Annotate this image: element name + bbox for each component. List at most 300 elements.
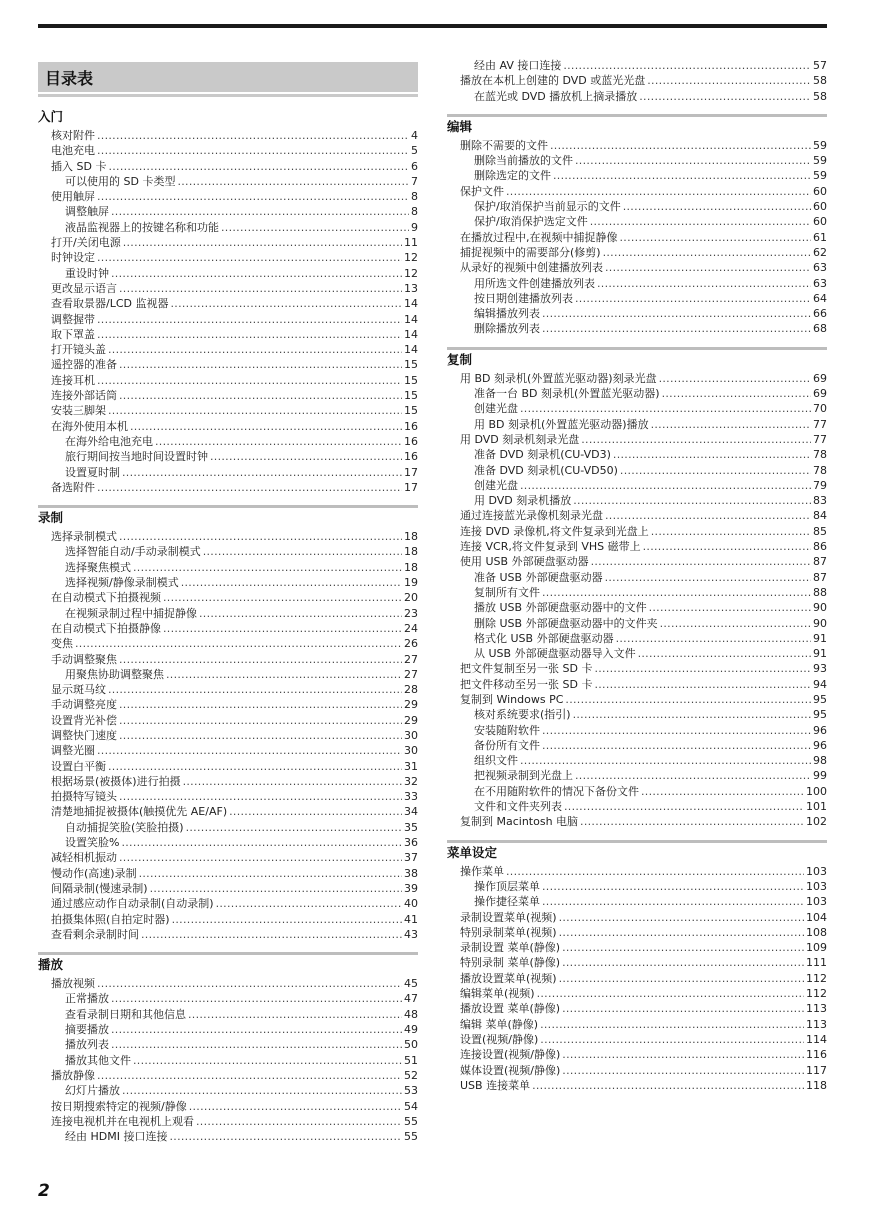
toc-entry-title: 操作顶层菜单 [474, 879, 540, 893]
toc-entry-title: 手动调整亮度 [51, 698, 117, 712]
toc-entry[interactable] [447, 631, 827, 646]
toc-entry-page: 102 [806, 815, 827, 829]
toc-entry[interactable] [38, 1114, 418, 1129]
dot-leader [150, 881, 402, 896]
toc-entry[interactable] [38, 850, 418, 865]
toc-entry[interactable] [38, 820, 418, 835]
toc-entry[interactable] [38, 529, 418, 544]
toc-entry-title: 播放设置 菜单(静像) [460, 1002, 561, 1016]
toc-entry-page: 13 [404, 281, 418, 295]
toc-entry[interactable] [447, 306, 827, 321]
toc-entry-title: 删除不需要的文件 [460, 138, 548, 152]
dot-leader [141, 927, 402, 942]
toc-entry[interactable] [447, 447, 827, 462]
toc-entry[interactable] [447, 539, 827, 554]
toc-entry[interactable] [38, 189, 418, 204]
toc-entry[interactable] [38, 590, 418, 605]
toc-entry[interactable] [38, 1022, 418, 1037]
toc-entry-title: 用 DVD 刻录机播放 [474, 494, 572, 508]
toc-entry[interactable] [38, 480, 418, 495]
toc-entry-page: 55 [404, 1130, 418, 1144]
toc-entry[interactable] [447, 321, 827, 336]
toc-entry-title: 通过感应动作自动录制(自动录制) [51, 897, 214, 911]
dot-leader [620, 230, 812, 245]
toc-entry[interactable] [38, 1083, 418, 1098]
toc-entry[interactable] [38, 312, 418, 327]
toc-entry-page: 63 [813, 261, 827, 275]
toc-entry-page: 96 [813, 723, 827, 737]
dot-leader [641, 784, 804, 799]
toc-entry[interactable] [38, 327, 418, 342]
dot-leader [559, 910, 804, 925]
toc-entry-title: 在自动模式下拍摄视频 [51, 591, 161, 605]
toc-entry[interactable] [447, 616, 827, 631]
toc-entry[interactable] [38, 174, 418, 189]
toc-entry[interactable] [38, 866, 418, 881]
toc-entry[interactable] [447, 570, 827, 585]
toc-entry-page: 103 [806, 879, 827, 893]
dot-leader [564, 799, 804, 814]
toc-entry[interactable] [38, 652, 418, 667]
toc-entry[interactable] [38, 143, 418, 158]
toc-entry-title: 操作捷径菜单 [474, 895, 540, 909]
toc-entry[interactable] [38, 774, 418, 789]
toc-entry[interactable] [447, 879, 827, 894]
toc-entry-page: 91 [813, 631, 827, 645]
toc-entry-title: 把视频录制到光盘上 [474, 769, 573, 783]
toc-entry-title: 设置白平衡 [51, 759, 106, 773]
dot-leader [542, 738, 811, 753]
toc-entry[interactable] [447, 925, 827, 940]
dot-leader [119, 789, 402, 804]
dot-leader [620, 463, 811, 478]
toc-entry-page: 37 [404, 851, 418, 865]
toc-entry-page: 66 [813, 307, 827, 321]
dot-leader [660, 616, 811, 631]
toc-entry[interactable] [447, 291, 827, 306]
toc-entry[interactable] [447, 1078, 827, 1093]
toc-entry-title: 从录好的视频中创建播放列表 [460, 261, 603, 275]
toc-entry-page: 78 [813, 448, 827, 462]
toc-entry[interactable] [447, 1001, 827, 1016]
toc-entry-title: 拍摄特写镜头 [51, 790, 117, 804]
toc-entry-title: 保护/取消保护当前显示的文件 [474, 200, 621, 214]
toc-entry-title: 设置(视频/静像) [460, 1032, 539, 1046]
toc-entry[interactable] [447, 646, 827, 661]
toc-entry-title: 查看取景器/LCD 监视器 [51, 297, 169, 311]
toc-entry[interactable] [447, 971, 827, 986]
toc-entry-page: 109 [806, 941, 827, 955]
toc-entry-title: 经由 AV 接口连接 [474, 59, 562, 72]
toc-entry[interactable] [447, 493, 827, 508]
toc-entry-title: 在蓝光或 DVD 播放机上摘录播放 [474, 89, 638, 103]
toc-entry-title: 播放 USB 外部硬盘驱动器中的文件 [474, 601, 647, 615]
dot-leader [210, 449, 402, 464]
dot-leader [199, 606, 402, 621]
toc-entry-page: 96 [813, 738, 827, 752]
toc-entry[interactable] [38, 697, 418, 712]
toc-entry[interactable] [447, 753, 827, 768]
toc-entry-title: 变焦 [51, 637, 73, 651]
toc-entry-title: 时钟设定 [51, 251, 95, 265]
dot-leader [559, 925, 804, 940]
dot-leader [97, 189, 409, 204]
toc-entry-page: 84 [813, 509, 827, 523]
toc-entry[interactable] [38, 575, 418, 590]
toc-entry[interactable] [447, 508, 827, 523]
toc-entry[interactable] [38, 1007, 418, 1022]
toc-entry[interactable] [38, 357, 418, 372]
toc-entry[interactable] [447, 524, 827, 539]
toc-entry[interactable] [447, 910, 827, 925]
toc-entry-page: 12 [404, 251, 418, 265]
toc-entry[interactable] [447, 230, 827, 245]
dot-leader [563, 58, 811, 73]
toc-entry-page: 118 [806, 1078, 827, 1092]
toc-entry[interactable] [447, 894, 827, 909]
toc-entry-title: 插入 SD 卡 [51, 159, 107, 173]
toc-entry[interactable] [38, 976, 418, 991]
toc-entry-page: 45 [404, 977, 418, 991]
toc-entry-page: 15 [404, 373, 418, 387]
dot-leader [189, 1099, 402, 1114]
toc-entry-page: 58 [813, 74, 827, 88]
toc-entry-title: 用 BD 刻录机(外置蓝光驱动器)播放 [474, 417, 649, 431]
toc-entry-title: 电池充电 [51, 144, 95, 158]
toc-entry[interactable] [447, 554, 827, 569]
toc-entry[interactable] [447, 707, 827, 722]
toc-entry-page: 18 [404, 530, 418, 544]
toc-entry-page: 47 [404, 992, 418, 1006]
toc-left-column [38, 104, 418, 1154]
toc-entry[interactable] [447, 276, 827, 291]
toc-entry[interactable] [447, 73, 827, 88]
toc-entry-page: 104 [806, 910, 827, 924]
toc-entry-title: 连接耳机 [51, 373, 95, 387]
dot-leader [183, 774, 402, 789]
toc-entry[interactable] [38, 606, 418, 621]
toc-entry-page: 14 [404, 343, 418, 357]
toc-entry-page: 100 [806, 784, 827, 798]
toc-entry[interactable] [38, 296, 418, 311]
toc-entry-page: 15 [404, 404, 418, 418]
toc-entry[interactable] [447, 1047, 827, 1062]
toc-entry[interactable] [447, 1017, 827, 1032]
toc-entry[interactable] [447, 585, 827, 600]
dot-leader [638, 646, 811, 661]
toc-entry-title: 备份所有文件 [474, 738, 540, 752]
toc-entry[interactable] [38, 250, 418, 265]
dot-leader [130, 419, 402, 434]
toc-entry[interactable] [38, 621, 418, 636]
toc-entry[interactable] [38, 204, 418, 219]
toc-entry-page: 59 [813, 169, 827, 183]
toc-entry[interactable] [38, 220, 418, 235]
toc-entry[interactable] [38, 544, 418, 559]
toc-entry-title: 用所选文件创建播放列表 [474, 276, 595, 290]
dot-leader [520, 478, 811, 493]
dot-leader [188, 1007, 402, 1022]
toc-entry[interactable] [447, 168, 827, 183]
toc-entry[interactable] [447, 986, 827, 1001]
toc-entry[interactable] [38, 636, 418, 651]
toc-entry-title: 连接电视机并在电视机上观看 [51, 1114, 194, 1128]
dot-leader [562, 955, 804, 970]
toc-entry-page: 111 [806, 956, 827, 970]
toc-entry-page: 58 [813, 89, 827, 103]
toc-entry[interactable] [38, 881, 418, 896]
dot-leader [649, 600, 811, 615]
toc-entry-title: 用 DVD 刻录机刻录光盘 [460, 432, 580, 446]
toc-entry[interactable] [38, 713, 418, 728]
toc-entry-page: 23 [404, 606, 418, 620]
toc-entry[interactable] [38, 667, 418, 682]
toc-entry-title: 复制到 Macintosh 电脑 [460, 815, 579, 829]
toc-entry-page: 54 [404, 1099, 418, 1113]
toc-entry-title: 组织文件 [474, 754, 518, 768]
toc-entry[interactable] [38, 266, 418, 281]
toc-entry[interactable] [447, 940, 827, 955]
toc-entry-page: 17 [404, 480, 418, 494]
toc-entry[interactable] [447, 661, 827, 676]
dot-leader [97, 143, 409, 158]
toc-entry[interactable] [447, 138, 827, 153]
toc-entry-title: 操作菜单 [460, 864, 504, 878]
toc-entry-title: 备选附件 [51, 480, 95, 494]
toc-entry-title: 更改显示语言 [51, 281, 117, 295]
toc-entry[interactable] [38, 434, 418, 449]
toc-entry-title: 选择录制模式 [51, 530, 117, 544]
toc-entry[interactable] [38, 449, 418, 464]
dot-leader [170, 296, 402, 311]
toc-entry-title: 选择视频/静像录制模式 [65, 576, 179, 590]
toc-entry-title: 打开镜头盖 [51, 343, 106, 357]
toc-entry-page: 8 [411, 190, 418, 204]
toc-entry-page: 15 [404, 389, 418, 403]
toc-entry[interactable] [447, 245, 827, 260]
toc-entry-title: 选择聚焦模式 [65, 560, 131, 574]
dot-leader [542, 585, 811, 600]
toc-entry-title: 遥控器的准备 [51, 358, 117, 372]
dot-leader [119, 388, 402, 403]
toc-entry-title: 安装随附软件 [474, 723, 540, 737]
toc-entry-title: 经由 HDMI 接口连接 [65, 1130, 168, 1144]
toc-entry-page: 43 [404, 927, 418, 941]
dot-leader [119, 850, 402, 865]
toc-entry-page: 14 [404, 312, 418, 326]
toc-entry[interactable] [38, 835, 418, 850]
toc-entry[interactable] [38, 804, 418, 819]
toc-entry-title: 自动捕捉笑脸(笑脸拍摄) [65, 820, 184, 834]
toc-entry-page: 29 [404, 698, 418, 712]
toc-entry[interactable] [38, 560, 418, 575]
toc-entry[interactable] [447, 58, 827, 73]
dot-leader [155, 434, 402, 449]
dot-leader [559, 971, 804, 986]
toc-entry-page: 30 [404, 728, 418, 742]
toc-entry[interactable] [447, 432, 827, 447]
dot-leader [166, 667, 402, 682]
toc-entry-page: 88 [813, 585, 827, 599]
toc-entry[interactable] [38, 403, 418, 418]
dot-leader [97, 327, 402, 342]
toc-entry-page: 39 [404, 881, 418, 895]
toc-section [38, 104, 418, 495]
toc-entry-title: 调整握带 [51, 312, 95, 326]
toc-entry-page: 60 [813, 200, 827, 214]
toc-entry-title: 连接外部话筒 [51, 389, 117, 403]
toc-entry-page: 87 [813, 570, 827, 584]
toc-entry[interactable] [38, 1068, 418, 1083]
toc-entry[interactable] [38, 159, 418, 174]
toc-entry-title: 显示斑马纹 [51, 683, 106, 697]
toc-entry[interactable] [447, 677, 827, 692]
toc-entry[interactable] [447, 784, 827, 799]
dot-leader [616, 631, 811, 646]
toc-entry[interactable] [38, 912, 418, 927]
dot-leader [119, 652, 402, 667]
toc-entry[interactable] [38, 342, 418, 357]
toc-entry[interactable] [38, 1099, 418, 1114]
toc-entry[interactable] [38, 465, 418, 480]
dot-leader [97, 312, 402, 327]
dot-leader [119, 713, 402, 728]
toc-entry-page: 19 [404, 576, 418, 590]
dot-leader [520, 753, 811, 768]
toc-entry[interactable] [38, 388, 418, 403]
toc-entry-page: 11 [404, 236, 418, 250]
toc-entry-title: 手动调整聚焦 [51, 652, 117, 666]
toc-entry-title: 复制到 Windows PC [460, 692, 564, 706]
toc-entry[interactable] [447, 463, 827, 478]
toc-entry-title: 准备 USB 外部硬盘驱动器 [474, 570, 603, 584]
toc-entry[interactable] [447, 768, 827, 783]
toc-entry[interactable] [447, 417, 827, 432]
dot-leader [121, 835, 402, 850]
toc-entry[interactable] [447, 371, 827, 386]
toc-right-column [447, 58, 827, 1103]
toc-entry[interactable] [447, 692, 827, 707]
toc-title-banner [38, 62, 418, 92]
toc-entry-page: 77 [813, 417, 827, 431]
dot-leader [119, 281, 402, 296]
toc-entry[interactable] [38, 281, 418, 296]
toc-entry[interactable] [38, 419, 418, 434]
dot-leader [580, 814, 804, 829]
toc-entry[interactable] [38, 1129, 418, 1144]
toc-entry-title: 减轻相机振动 [51, 851, 117, 865]
toc-entry-page: 83 [813, 494, 827, 508]
toc-entry-title: 旅行期间按当地时间设置时钟 [65, 450, 208, 464]
toc-entry[interactable] [447, 1032, 827, 1047]
toc-entry-page: 18 [404, 545, 418, 559]
toc-entry[interactable] [38, 128, 418, 143]
toc-entry-title: 取下罩盖 [51, 327, 95, 341]
toc-entry[interactable] [38, 235, 418, 250]
toc-entry[interactable] [447, 260, 827, 275]
toc-entry[interactable] [447, 386, 827, 401]
toc-entry[interactable] [38, 743, 418, 758]
toc-entry[interactable] [447, 600, 827, 615]
toc-entry[interactable] [38, 373, 418, 388]
dot-leader [542, 306, 811, 321]
toc-entry-page: 62 [813, 245, 827, 259]
toc-entry[interactable] [38, 991, 418, 1006]
toc-entry[interactable] [447, 214, 827, 229]
toc-entry-title: 查看剩余录制时间 [51, 927, 139, 941]
toc-entry-page: 20 [404, 591, 418, 605]
dot-leader [651, 417, 811, 432]
toc-entry[interactable] [447, 184, 827, 199]
dot-leader [613, 447, 811, 462]
dot-leader [532, 1078, 804, 1093]
toc-entry-title: 准备一台 BD 刻录机(外置蓝光驱动器) [474, 387, 660, 401]
toc-entry[interactable] [447, 401, 827, 416]
toc-entry-title: 根据场景(被摄体)进行拍摄 [51, 774, 181, 788]
toc-entry-page: 60 [813, 184, 827, 198]
toc-entry-page: 112 [806, 971, 827, 985]
toc-entry-page: 95 [813, 692, 827, 706]
dot-leader [581, 432, 811, 447]
toc-entry[interactable] [38, 728, 418, 743]
toc-entry-title: 创建光盘 [474, 478, 518, 492]
toc-entry-title: 设置笑脸% [65, 836, 120, 850]
toc-entry-title: 摘要播放 [65, 1023, 109, 1037]
toc-entry-title: 按日期创建播放列表 [474, 291, 573, 305]
toc-entry-title: USB 连接菜单 [460, 1078, 531, 1092]
dot-leader [97, 1068, 402, 1083]
toc-entry-title: 准备 DVD 刻录机(CU-VD50) [474, 463, 618, 477]
toc-entry[interactable] [38, 896, 418, 911]
toc-entry-page: 6 [411, 159, 418, 173]
toc-entry-title: 慢动作(高速)录制 [51, 866, 137, 880]
toc-entry-title: 选择智能自动/手动录制模式 [65, 545, 201, 559]
toc-entry[interactable] [38, 927, 418, 942]
dot-leader [203, 544, 402, 559]
toc-entry[interactable] [447, 814, 827, 829]
toc-entry[interactable] [38, 789, 418, 804]
toc-entry-title: 按日期搜索特定的视频/静像 [51, 1099, 187, 1113]
toc-entry[interactable] [38, 759, 418, 774]
toc-entry[interactable] [447, 199, 827, 214]
dot-leader [111, 266, 402, 281]
toc-entry[interactable] [447, 864, 827, 879]
dot-leader [97, 128, 409, 143]
toc-entry[interactable] [447, 723, 827, 738]
toc-entry[interactable] [447, 89, 827, 104]
dot-leader [133, 560, 402, 575]
toc-entry[interactable] [38, 1037, 418, 1052]
toc-entry-title: 在海外使用本机 [51, 419, 128, 433]
toc-entry[interactable] [447, 799, 827, 814]
dot-leader [108, 682, 402, 697]
dot-leader [575, 768, 811, 783]
dot-leader [216, 896, 402, 911]
toc-entry-page: 7 [411, 174, 418, 188]
toc-entry[interactable] [447, 1063, 827, 1078]
toc-entry[interactable] [447, 478, 827, 493]
toc-entry[interactable] [38, 682, 418, 697]
toc-entry[interactable] [447, 153, 827, 168]
toc-entry-page: 68 [813, 322, 827, 336]
dot-leader [575, 153, 811, 168]
toc-entry[interactable] [38, 1053, 418, 1068]
toc-entry-page: 38 [404, 866, 418, 880]
dot-leader [123, 235, 402, 250]
toc-entry[interactable] [447, 955, 827, 970]
toc-entry-title: 保护/取消保护选定文件 [474, 215, 588, 229]
toc-entry[interactable] [447, 738, 827, 753]
